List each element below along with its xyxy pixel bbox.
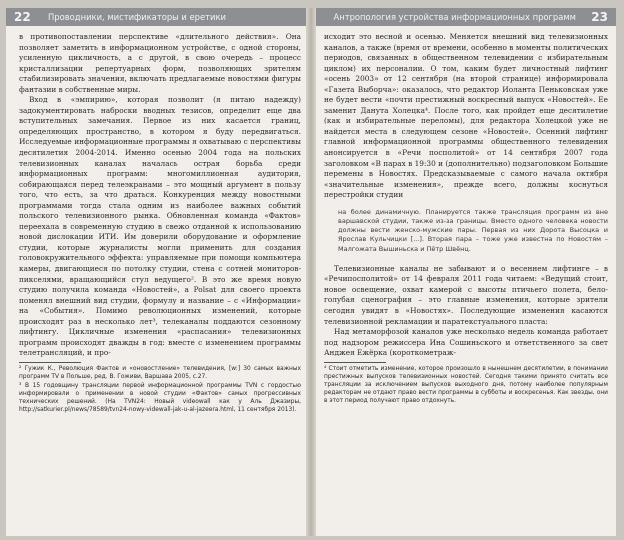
left-paragraph-2: Вход в «эмпирию», которая позволит (я питаю надежду) задокументировать наброски вводных тезисов, определит еще два вступительных замечания. Первое из них касается границ, определяющих пространство, в котором я буду передвигаться. Исследуемые информационные программы я охватываю с перспективы десятилетия 2004-2014. Именно осенью 2004 года на польских телевизионных каналах началась острая борьба среди информационных программ: многомиллионная аудитория, собирающаяся перед телеэкранами – это мощный аргумент в пользу того, что есть, за что драться. Конкуренция между новостными программами тогда стала одним из наиболее важных событий польского телевизионного рынка. Обновленная команда «Фактов» переехала в современную студию в свежо отданной к использованию новой дислокации ИТИ. Им доверили оборудование и оформление студии, которые журналисты могли применить для создания головокружительного эффекта: управляемые при помощи компьютера камеры, двигающиеся по потолку студии, стена с сотней мониторов-пикселями, вращающийся стул ведущего². В это же время новую студию получила команда «Новостей», а Polsat для своего проекта поменял внешний вид студии, формулу и название – с «Информации» на «События». Помимо революционных изменений, которые происходят раз в несколько лет³, телеканалы поддаются сезонному лифтингу. Цикличные изменения «распасания» телевизионных программ происходят дважды в год: вместе с изменением программы телетрансляций, и про-: [19, 95, 301, 358]
left-running-header: [6, 8, 306, 26]
footnote-separator: [19, 362, 81, 363]
right-page-number: 23: [591, 10, 608, 24]
right-paragraph-1: исходит это весной и осенью. Меняется внешний вид телевизионных каналов, а также (время от времени, особенно в моменты политических периодов, связанных в общественном телевидении с избирательным циклом) их персоналии. О том, каким будет личностный лифтинг «осень 2003» от 12 сентября (на второй странице) информировала «Газета Выборча»: оказалось, что редактор Иоланта Пеньковская уже не будет вести «почти престижный воскресный выпуск «Новостей». Ее заменит Данута Холецка⁴. После того, как пройдет еще десятилетие (как и избирательные переломы), для редактора Холецкой уже не найдется места в следующем сезоне «Новостей». Осенний лифтинг главной информационной программы общественного телевидения анонсируется в «Речи посполитой» от 14 сентября 2007 года заголовком «В парах в 19:30 и (дополнительно) подзаголовком Большие перемены в Новостях. Предсказываемые с самого начала октября «значительные изменения», прежде всего, должны коснуться перестройки студии: [324, 32, 608, 200]
left-header-title: Проводники, мистификаторы и еретики: [48, 12, 226, 22]
right-paragraph-2: Телевизионные каналы не забывают и о весеннем лифтинге – в «Речипосполитой» от 14 февраля 2011 года читаем: «Ведущий стоит, новое освещение, охват камерой с высоты птичьего полета, бело-голубая сценография – это главные изменения, которые зрители сегодня увидят в «Новостях». Последующие изменения касаются телевизионной рекламации и паратекстуального пласта:: [324, 263, 608, 326]
left-page: [6, 8, 306, 536]
right-page: [316, 8, 616, 536]
left-page-body: [19, 32, 301, 415]
left-paragraph-1: в противопоставлении перспективе «длительного действия». Она позволяет заметить в информационном устройстве, с одной стороны, усиленную цикличность, а с другой, в свою очередь – процесс кристаллизации репертуарных форм, позволяющих зрителям стабилизировать значения, включать предлагаемые новостями фигуры фантазии в собственные миры.: [19, 32, 301, 94]
footnote-2: ² Гужик К., Революция Фактов и «оновостление» телевидения, [w:] 30 самых важных программ TV в Польше, ред. В. Гоживи, Варшава 2005, с.27.: [19, 365, 301, 380]
right-paragraph-3: Над метаморфозой каналов уже несколько недель команда работает под надзором режиссера Ина Сошиньского и ответственного за свет Анджея Ежёрка (короткометраж-: [324, 327, 608, 358]
footnote-4: ⁴ Стоит отметить изменение, которое произошло в нынешнем десятилетии, в понимании престижных выпусков телевизионных новостей. Сегодня такими принято считать все трансляции за исключением выпусков выходного дня, потому наиболее популярным редакторам не отдают право вести программы в субботы и воскресенья. Как звезды, они в этот период получают право отдохнуть.: [324, 365, 608, 404]
right-header-title: Антропология устройства информационных программ: [333, 12, 576, 22]
book-gutter: [306, 8, 316, 536]
right-page-body: [324, 32, 608, 406]
footnote-separator: [324, 362, 386, 363]
block-quote: на более динамичную. Планируется также трансляция программ из вне варшавской студии, также из-за границы. Вместо одного человека новости должны вести женско-мужские пары. Первая из них Дорота Высоцка и Ярослав Кульчицки [...]. Вторая пара – тоже уже известна по Новостям – Малгожата Вышиньска и Пётр Швёнц.: [338, 207, 608, 253]
left-page-number: 22: [14, 10, 31, 24]
footnote-3: ³ В 15 годовщину трансляции первой информационной программы TVN с гордостью информировали о применении в новой студии «Фактов» самых прогрессивных технических решений. (На TVN24: Новый videowall как у Аль Джазиры, http://satkurier.pl/news/78589/tvn24-nowy-videwall-jak-u-al-jazeera.html, 11 сентября 2013).: [19, 382, 301, 413]
right-running-header: [316, 8, 616, 26]
